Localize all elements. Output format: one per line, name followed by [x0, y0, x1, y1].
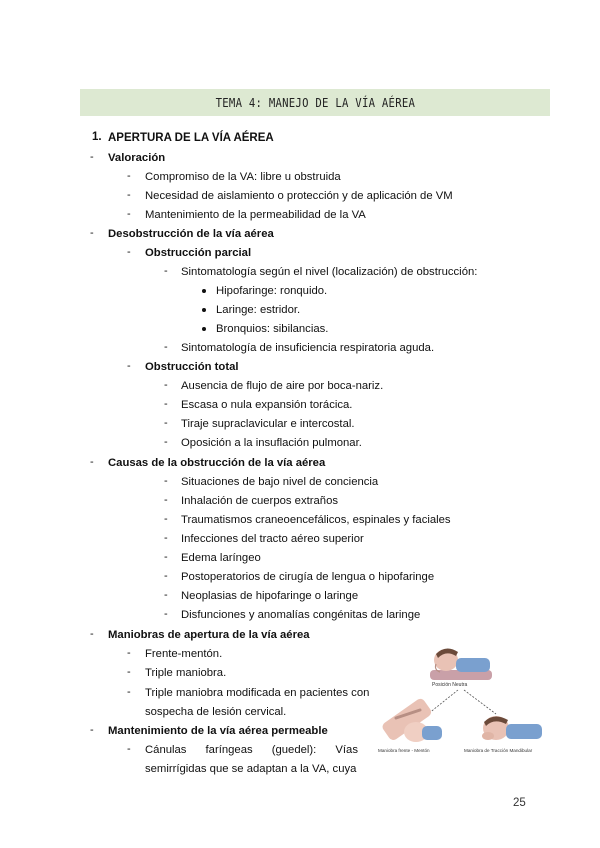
bullet-dot: [202, 327, 206, 331]
list-item: Triple maniobra modificada en pacientes con: [145, 687, 370, 699]
dash-marker: -: [164, 513, 168, 525]
obstruccion-total-heading: Obstrucción total: [145, 361, 239, 373]
bullet-dot: [202, 289, 206, 293]
dash-marker: -: [164, 532, 168, 544]
dash-marker: -: [164, 398, 168, 410]
dash-marker: -: [127, 666, 131, 678]
mantenimiento-heading: Mantenimiento de la vía aérea permeable: [108, 725, 328, 737]
list-item: Hipofaringe: ronquido.: [216, 285, 328, 297]
canulas-line-2: semirrígidas que se adaptan a la VA, cuya: [145, 763, 357, 775]
list-item: Sintomatología según el nivel (localización) de obstrucción:: [181, 266, 478, 278]
dash-marker: -: [127, 246, 131, 258]
section-title: APERTURA DE LA VÍA AÉREA: [108, 132, 274, 144]
desobstruccion-heading: Desobstrucción de la vía aérea: [108, 228, 274, 240]
list-item: Oposición a la insuflación pulmonar.: [181, 437, 362, 449]
list-item: Escasa o nula expansión torácica.: [181, 399, 353, 411]
list-item: Laringe: estridor.: [216, 304, 301, 316]
dash-marker: -: [90, 456, 94, 468]
dash-marker: -: [127, 743, 131, 755]
page-number: 25: [513, 797, 526, 809]
causas-heading: Causas de la obstrucción de la vía aérea: [108, 457, 326, 469]
dash-marker: -: [90, 151, 94, 163]
list-item: Necesidad de aislamiento o protección y de aplicación de VM: [145, 190, 453, 202]
dash-marker: -: [90, 724, 94, 736]
neutral-position-figure: [430, 648, 492, 680]
obstruccion-parcial-heading: Obstrucción parcial: [145, 247, 252, 259]
figure-label-neutral: Posición Neutra: [432, 682, 468, 688]
dash-marker: -: [90, 227, 94, 239]
dash-marker: -: [127, 189, 131, 201]
page-title: TEMA 4: MANEJO DE LA VÍA AÉREA: [215, 95, 415, 110]
jaw-thrust-figure: [482, 716, 542, 740]
list-item: Infecciones del tracto aéreo superior: [181, 533, 364, 545]
list-item: Triple maniobra.: [145, 667, 227, 679]
list-item: Ausencia de flujo de aire por boca-nariz.: [181, 380, 384, 392]
valoracion-heading: Valoración: [108, 152, 166, 164]
list-item: Mantenimiento de la permeabilidad de la VA: [145, 209, 366, 221]
dash-marker: -: [164, 494, 168, 506]
figure-label-head-tilt: Maniobra frente - Mentón: [378, 748, 430, 753]
list-item-continuation: sospecha de lesión cervical.: [145, 706, 287, 718]
dash-marker: -: [164, 551, 168, 563]
dash-marker: -: [164, 608, 168, 620]
dash-marker: -: [127, 647, 131, 659]
dash-marker: -: [127, 208, 131, 220]
list-item: Frente-mentón.: [145, 648, 223, 660]
dash-marker: -: [127, 686, 131, 698]
maniobras-heading: Maniobras de apertura de la vía aérea: [108, 629, 310, 641]
dash-marker: -: [164, 379, 168, 391]
list-item: Edema laríngeo: [181, 552, 261, 564]
dash-marker: -: [164, 475, 168, 487]
dash-marker: -: [164, 570, 168, 582]
list-item: Sintomatología de insuficiencia respiratoria aguda.: [181, 342, 435, 354]
head-tilt-chin-lift-figure: [381, 697, 442, 742]
canulas-line-1: Cánulas faríngeas (guedel): Vías: [145, 744, 358, 756]
section-number: 1.: [92, 131, 102, 143]
dash-marker: -: [127, 170, 131, 182]
list-item: Disfunciones y anomalías congénitas de laringe: [181, 609, 421, 621]
airway-maneuvers-illustration: [376, 640, 556, 760]
list-item: Postoperatorios de cirugía de lengua o hipofaringe: [181, 571, 435, 583]
dash-marker: -: [127, 360, 131, 372]
list-item: Traumatismos craneoencefálicos, espinales y faciales: [181, 514, 451, 526]
dash-marker: -: [164, 417, 168, 429]
list-item: Neoplasias de hipofaringe o laringe: [181, 590, 359, 602]
list-item: Tiraje supraclavicular e intercostal.: [181, 418, 355, 430]
list-item: Compromiso de la VA: libre u obstruida: [145, 171, 341, 183]
list-item: Inhalación de cuerpos extraños: [181, 495, 339, 507]
list-item: Situaciones de bajo nivel de conciencia: [181, 476, 379, 488]
title-banner: [80, 89, 550, 116]
dash-marker: -: [164, 589, 168, 601]
list-item: Bronquios: sibilancias.: [216, 323, 329, 335]
bullet-dot: [202, 308, 206, 312]
figure-label-jaw-thrust: Maniobra de Tracción Mandibular: [464, 748, 533, 753]
dash-marker: -: [164, 436, 168, 448]
dash-marker: -: [164, 265, 168, 277]
dash-marker: -: [90, 628, 94, 640]
dash-marker: -: [164, 341, 168, 353]
